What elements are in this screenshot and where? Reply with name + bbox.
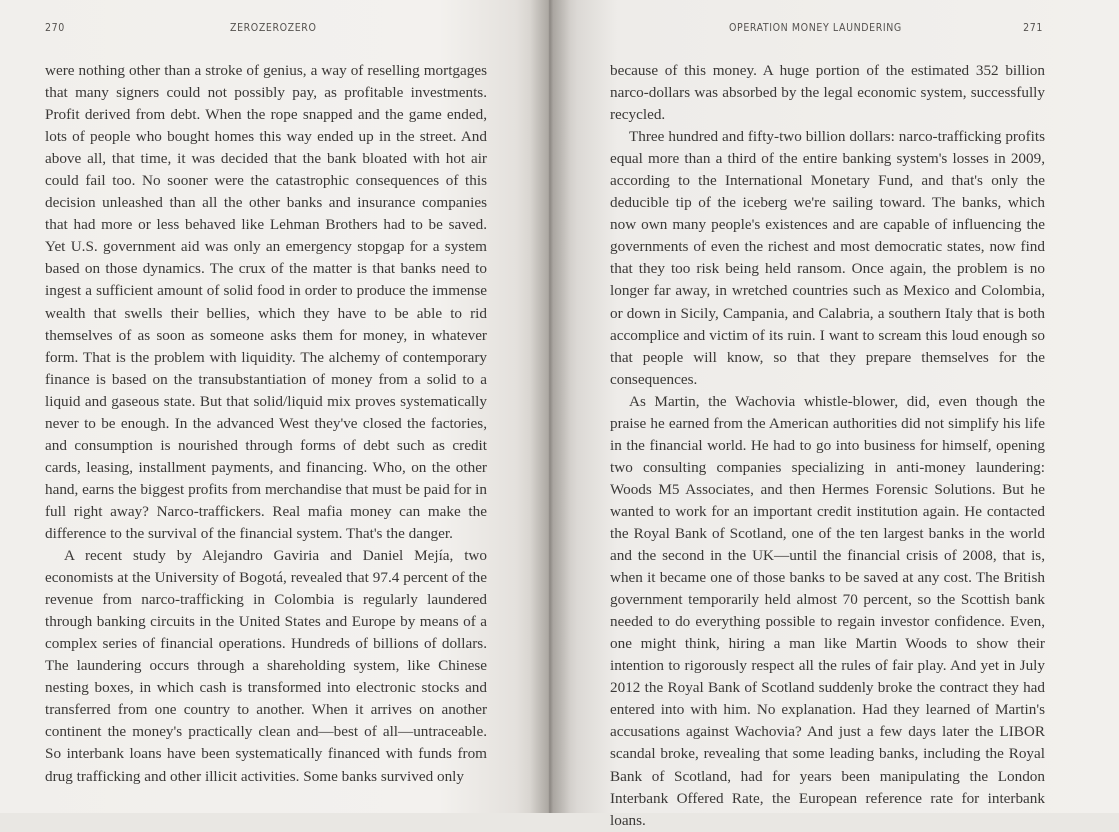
paragraph: As Martin, the Wachovia whistle-blower, did, even though the praise he earned from the American authorities did not simplify his life in the financial world. He had to go into business for himself, opening two consulting companies specializing in anti-money laundering: Woods M5 Associates, and then Hermes Forensic Solutions. But he wanted to work for an important credit institution again. He contacted the Royal Bank of Scotland, one of the ten largest banks in the world and the second in the UK—until the financial crisis of 2008, that is, when it became one of those banks to be saved at any cost. The British government temporarily held almost 70 percent, so the Scottish bank needed to do everything possible to regain investor confidence. Even, one might think, hiring a man like Martin Woods to show their intention to rigorously respect all the rules of fair play. And yet in July 2012 the Royal Bank of Scotland suddenly broke the contract they had entered into with him. No explanation. Had they learned of Martin's accusations against Wachovia? And just a few days later the LIBOR scandal broke, revealing that some leading banks, including the Royal Bank of Scotland, had for years been manipulating the London Interbank Offered Rate, the European reference rate for interbank loans. (610, 392, 1045, 829)
paragraph: Three hundred and fifty-two billion dollars: narco-trafficking profits equal more than a third of the entire banking system's losses in 2009, according to the International Monetary Fund, and that's only the deducible tip of the iceberg we're sailing toward. The banks, which now own many people's existences and are capable of influencing the governments of even the richest and most democratic states, now find that they too risk being held ransom. Once again, the problem is no longer far away, in wretched countries such as Mexico and Colombia, or down in Sicily, Campania, and Calabria, a southern Italy that is both accomplice and victim of its ruin. I want to scream this loud enough so that people will know, so that they prepare themselves for the consequences. (610, 128, 1045, 388)
body-text (45, 60, 487, 788)
running-head-book-title: ZEROZEROZERO (230, 22, 317, 34)
paragraph: were nothing other than a stroke of genius, a way of reselling mortgages that many signers could not possibly pay, as profitable investments. Profit derived from debt. When the rope snapped and the game ended, lots of people who bought homes this way ended up in the street. And above all, that time, it was decided that the bank bloated with hot air could fail too. No sooner were the catastrophic consequences of this decision unleashed than all the other banks and insurance companies that had more or less behaved like Lehman Brothers had to be saved. Yet U.S. government aid was only an emergency stopgap for a system based on those dynamics. The crux of the matter is that banks need to ingest a sufficient amount of solid food in order to produce the immense wealth that swells their bellies, which they have to be able to rid themselves of as soon as someone asks them for money, in whatever form. That is the problem with liquidity. The alchemy of contemporary finance is based on the transubstantiation of money from a solid to a liquid and gaseous state. But that solid/liquid mix proves systematically never to be enough. In the advanced West they've closed the factories, and consumption is nourished through forms of debt such as credit cards, leasing, installment payments, and financing. Who, on the other hand, earns the biggest profits from merchandise that must be paid for in full right away? Narco-traffickers. Real mafia money can make the difference to the survival of the financial system. That's the danger. (45, 62, 487, 542)
page-number: 271 (1023, 22, 1043, 34)
paragraph: A recent study by Alejandro Gaviria and Daniel Mejía, two economists at the University of Bogotá, revealed that 97.4 percent of the revenue from narco-trafficking in Colombia is regularly laundered through banking circuits in the United States and Europe by means of a complex series of financial operations. Hundreds of billions of dollars. The laundering occurs through a shareholding system, like Chinese nesting boxes, in which cash is transformed into electronic stocks and transferred from one country to another. When it arrives on another continent the money's practically clean and—best of all—untraceable. So interbank loans have been systematically financed with funds from drug trafficking and other illicit activities. Some banks survived only (45, 547, 487, 785)
page-number: 270 (45, 22, 65, 34)
right-page (549, 0, 1119, 829)
body-text (610, 60, 1045, 832)
left-page (0, 0, 549, 813)
paragraph: because of this money. A huge portion of the estimated 352 billion narco-dollars was absorbed by the legal economic system, successfully recycled. (610, 62, 1045, 124)
running-head-chapter-title: OPERATION MONEY LAUNDERING (729, 22, 902, 34)
